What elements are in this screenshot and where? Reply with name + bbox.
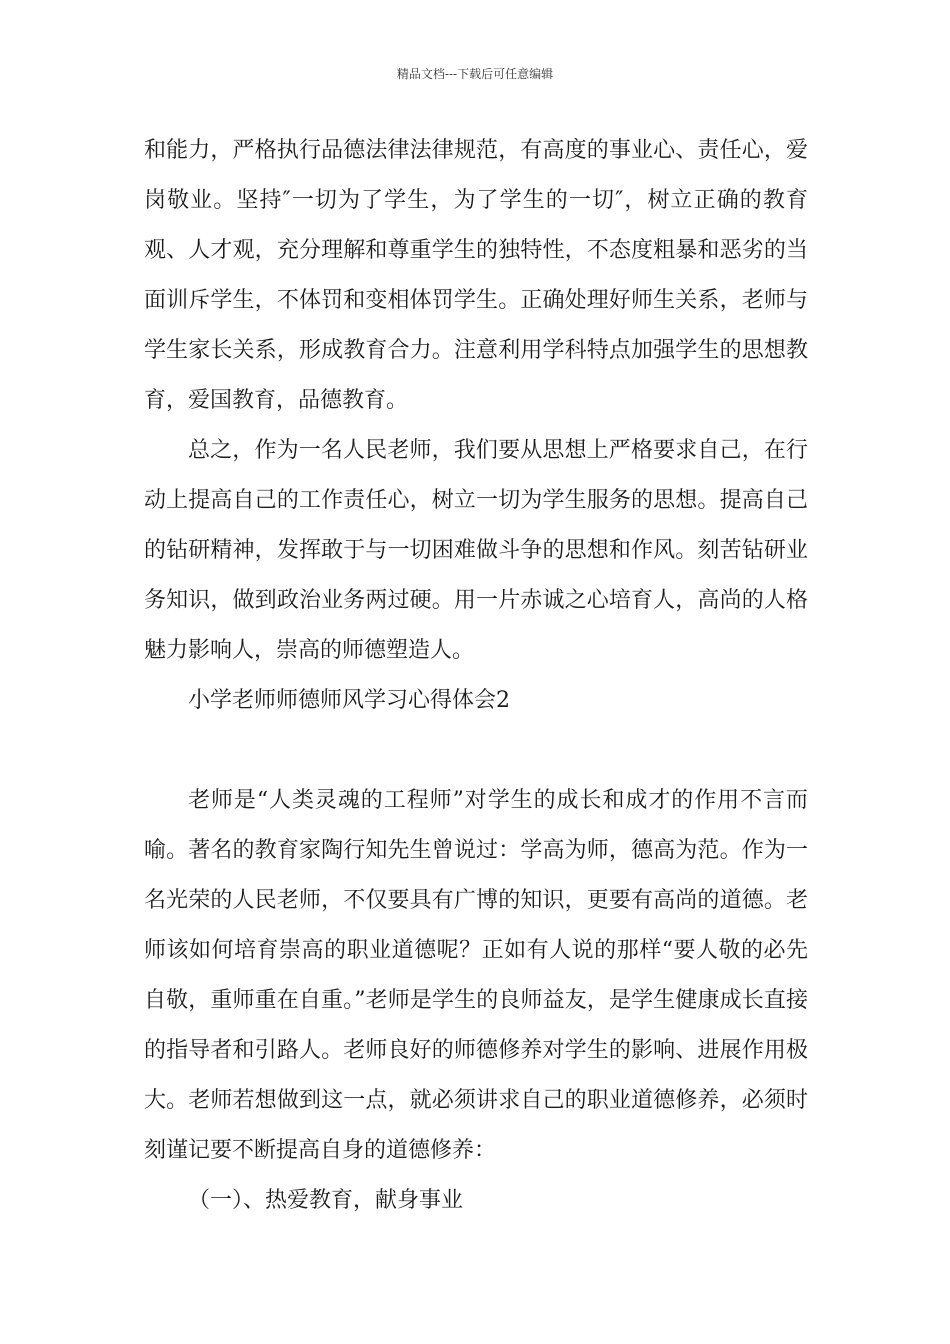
subheading: （一）、热爱教育，献身事业 (188, 1188, 464, 1213)
page-header: 精品文档---下载后可任意编辑 (396, 67, 554, 81)
paragraph-1: 和能力，严格执行品德法律法律规范，有高度的事业心、责任心，爱岗敬业。坚持″一切为了学生，为了学生的一切″，树立正确的教育观、人才观，充分理解和尊重学生的独特性，不态度粗暴和恶劣的当面训斥学生，不体罚和变相体罚学生。正确处理好师生关系，老师与学生家长关系，形成教育合力。注意利用学科特点加强学生的思想教育，爱国教育，品德教育。 (144, 138, 808, 413)
paragraph-3: 老师是“人类灵魂的工程师”对学生的成长和成才的作用不言而喻。著名的教育家陶行知先生曾说过：学高为师，德高为范。作为一名光荣的人民老师，不仅要具有广博的知识，更要有高尚的道德。老师该如何培育崇高的职业道德呢？正如有人说的那样“要人敬的必先自敬，重师重在自重。”老师是学生的良师益友，是学生健康成长直接的指导者和引路人。老师良好的师德修养对学生的影响、进展作用极大。老师若想做到这一点，就必须讲求自己的职业道德修养，必须时刻谨记要不断提高自身的道德修养： (144, 788, 808, 1163)
paragraph-2: 总之，作为一名人民老师，我们要从思想上严格要求自己，在行动上提高自己的工作责任心，树立一切为学生服务的思想。提高自己的钻研精神，发挥敢于与一切困难做斗争的思想和作风。刻苦钻研业务知识，做到政治业务两过硬。用一片赤诚之心培育人，高尚的人格魅力影响人，崇高的师德塑造人。 (144, 438, 808, 663)
section-title: 小学老师师德师风学习心得体会2 (188, 688, 510, 713)
document-body (144, 126, 808, 1226)
blank-line (144, 726, 808, 776)
